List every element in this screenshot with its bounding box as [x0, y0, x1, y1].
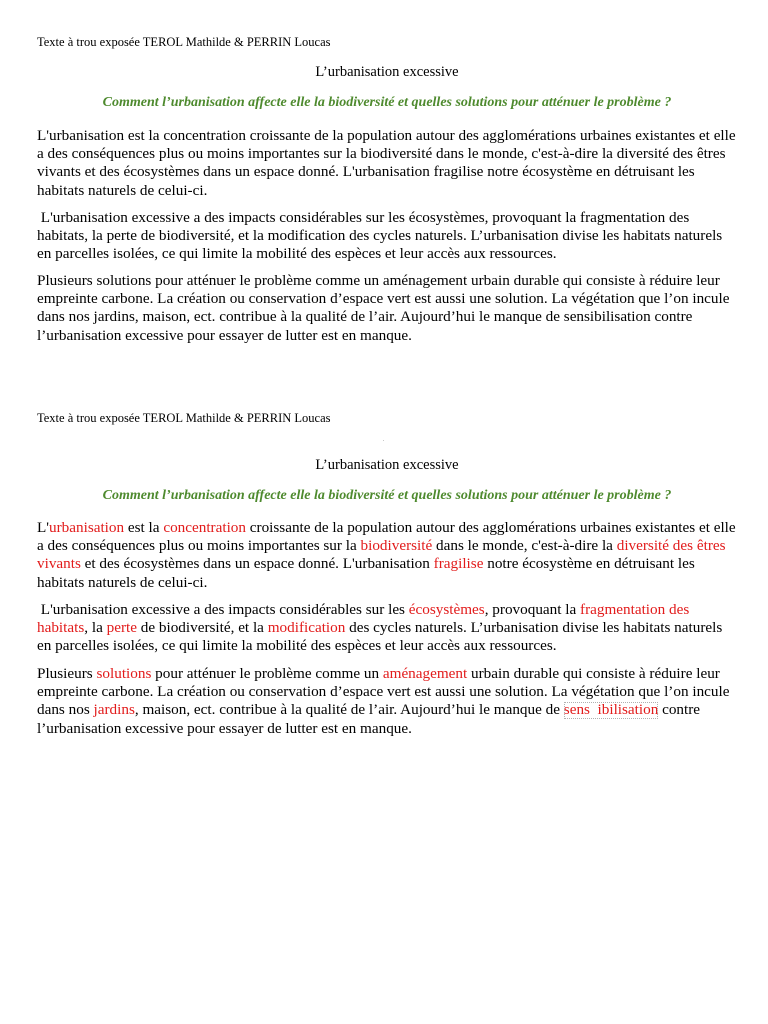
text-run: contre l’urbanisation excessive pour essayer de lutter est en manque.: [37, 701, 704, 737]
blank-word: fragilise: [433, 555, 484, 573]
paragraph-1: [37, 519, 737, 592]
paragraph-3: [37, 665, 737, 738]
paragraph-1: L'urbanisation est la concentration croissante de la population autour des agglomérations urbaines existantes et elle a des conséquences plus ou moins importantes sur la biodiversité dans le monde, c'est-à-dire la diversité des êtres vivants et des écosystèmes dans un espace donné. L'urbanisation fragilise notre écosystème en détruisant les habitats naturels de celui-ci.: [37, 127, 736, 199]
text-run: , maison, ect. contribue à la qualité de l’air. Aujourd’hui le manque de: [134, 701, 564, 719]
text-run: dans le monde, c'est-à-dire la: [432, 537, 617, 555]
blank-word: perte: [106, 619, 137, 637]
document-question: Comment l’urbanisation affecte elle la biodiversité et quelles solutions pour atténuer le problème ?: [102, 488, 672, 503]
text-run: des cycles naturels. L’urbanisation divise les habitats naturels en parcelles isolées, ce qui limite la mobilité des espèces et leur accès aux ressources.: [37, 619, 727, 655]
text-run: , la: [84, 619, 107, 637]
paragraph-2: L'urbanisation excessive a des impacts considérables sur les écosystèmes, provoquant la fragmentation des habitats, la perte de biodiversité, et la modification des cycles naturels. L’urbanisation divise les habitats naturels en parcelles isolées, ce qui limite la mobilité des espèces et leur accès aux ressources.: [37, 209, 727, 263]
blank-word: fragmentation des habitats: [37, 601, 694, 637]
document-header: Texte à trou exposée TEROL Mathilde & PERRIN Loucas: [37, 35, 331, 49]
blank-word: jardins: [93, 701, 135, 719]
text-run: et des écosystèmes dans un espace donné. L'urbanisation: [80, 555, 434, 573]
text-run: notre écosystème en détruisant les habitats naturels de celui-ci.: [37, 555, 695, 591]
text-run: L'urbanisation excessive a des impacts considérables sur les: [37, 601, 409, 618]
paragraph-3: Plusieurs solutions pour atténuer le problème comme un aménagement urbain durable qui consiste à réduire leur empreinte carbone. La création ou conservation d’espace vert est aussi une solution. La végétation que l’on incule dans nos jardins, maison, ect. contribue à la qualité de l’air. Aujourd’hui le manque de sensibilisation contre l’urbanisation excessive pour essayer de lutter est en manque.: [37, 272, 730, 344]
blank-word: urbanisation: [49, 519, 125, 536]
paragraph-2: [37, 601, 737, 656]
blank-word: écosystèmes: [408, 601, 485, 618]
blank-word: solutions: [96, 665, 152, 682]
document-title: L’urbanisation excessive: [315, 457, 459, 473]
text-run: Plusieurs: [37, 665, 97, 682]
blank-word: modification: [267, 619, 346, 637]
blank-word: biodiversité: [360, 537, 433, 555]
document-title: L’urbanisation excessive: [315, 64, 459, 80]
text-run: pour atténuer le problème comme un: [151, 665, 383, 682]
stray-mark: [383, 440, 384, 441]
document-header: Texte à trou exposée TEROL Mathilde & PERRIN Loucas: [37, 411, 331, 425]
text-run: croissante de la population autour des agglomérations urbaines existantes et elle a des conséquences plus ou moins importantes sur la: [37, 519, 736, 555]
text-run: est la: [124, 519, 164, 536]
blank-word: concentration: [163, 519, 246, 536]
blank-word-boxed: sens ibilisation: [563, 701, 659, 719]
text-run: L': [37, 519, 50, 536]
blank-word: diversité des êtres vivants: [37, 537, 726, 573]
text-run: urbain durable qui consiste à réduire leur empreinte carbone. La création ou conservation d’espace vert est aussi une solution. La végétation que l’on incule dans nos: [37, 665, 734, 719]
blank-word: aménagement: [382, 665, 468, 682]
text-run: de biodiversité, et la: [136, 619, 268, 637]
text-run: , provoquant la: [484, 601, 581, 618]
document-question: Comment l’urbanisation affecte elle la biodiversité et quelles solutions pour atténuer le problème ?: [102, 95, 672, 110]
